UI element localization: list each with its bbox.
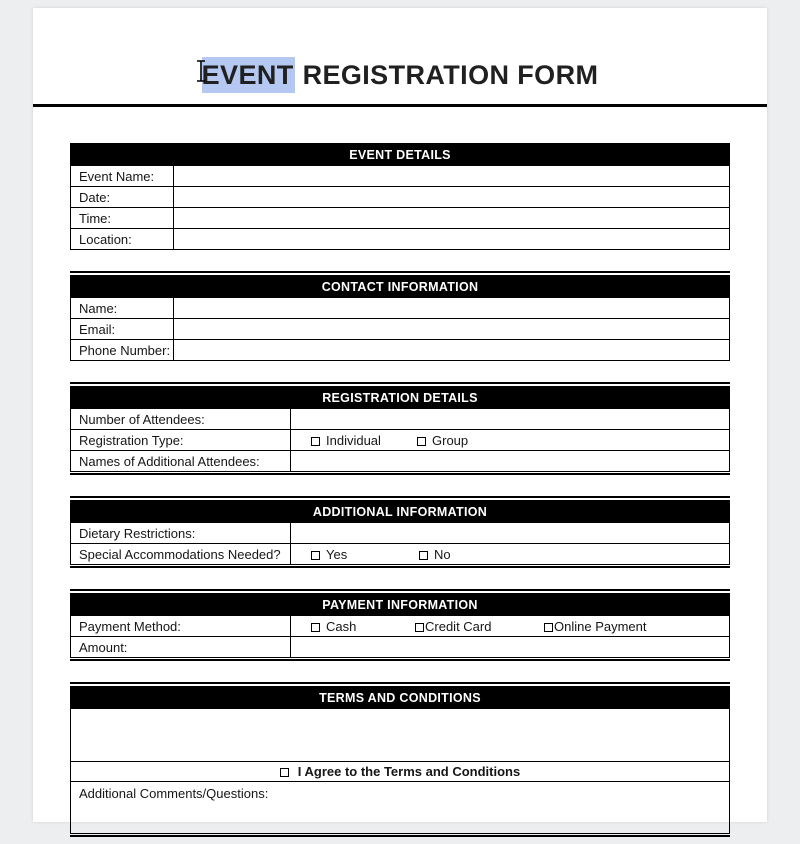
checkbox-individual[interactable]	[311, 433, 417, 448]
field-label-time: Time:	[71, 208, 174, 229]
checkbox-label: No	[434, 546, 451, 562]
field-label-registration-type: Registration Type:	[71, 430, 291, 451]
field-label-name: Name:	[71, 298, 174, 319]
section-header-terms: TERMS AND CONDITIONS	[71, 687, 730, 709]
table-row	[71, 229, 730, 250]
table-row	[71, 409, 730, 430]
table-row	[71, 709, 730, 762]
payment-information-table	[70, 593, 730, 658]
table-row	[71, 616, 730, 637]
table-row	[71, 544, 730, 565]
attendee-count-input[interactable]	[291, 409, 730, 430]
table-row	[71, 523, 730, 544]
registration-details-table	[70, 386, 730, 472]
checkbox-icon	[280, 768, 289, 777]
registration-type-options	[291, 430, 730, 451]
payment-method-options	[291, 616, 730, 637]
event-details-table	[70, 143, 730, 250]
name-input[interactable]	[174, 298, 730, 319]
field-label-additional-attendees: Names of Additional Attendees:	[71, 451, 291, 472]
checkbox-no[interactable]	[419, 547, 527, 562]
section-header-event-details: EVENT DETAILS	[71, 144, 730, 166]
table-bottom-rule	[70, 473, 730, 475]
selected-text[interactable]	[202, 57, 295, 93]
field-label-date: Date:	[71, 187, 174, 208]
contact-information-table	[70, 275, 730, 361]
agree-label: I Agree to the Terms and Conditions	[297, 764, 521, 779]
time-input[interactable]	[174, 208, 730, 229]
field-label-email: Email:	[71, 319, 174, 340]
title-area	[33, 8, 767, 107]
table-row	[71, 208, 730, 229]
agree-cell	[71, 762, 730, 782]
text-cursor-icon	[195, 59, 207, 90]
field-label-phone: Phone Number:	[71, 340, 174, 361]
checkbox-group[interactable]	[417, 433, 523, 448]
checkbox-icon	[311, 551, 320, 560]
terms-table	[70, 686, 730, 834]
checkbox-yes[interactable]	[311, 547, 419, 562]
amount-input[interactable]	[291, 637, 730, 658]
checkbox-icon	[311, 437, 320, 446]
accommodation-options	[291, 544, 730, 565]
additional-attendees-input[interactable]	[291, 451, 730, 472]
section-additional-information	[70, 496, 730, 568]
form-content	[33, 107, 767, 837]
table-bottom-rule	[70, 659, 730, 661]
section-event-details	[70, 143, 730, 250]
checkbox-credit-card[interactable]	[415, 619, 544, 634]
section-registration-details	[70, 382, 730, 475]
checkbox-online-payment[interactable]	[544, 619, 647, 634]
checkbox-cash[interactable]	[311, 619, 415, 634]
location-input[interactable]	[174, 229, 730, 250]
checkbox-label: Yes	[326, 546, 348, 562]
checkbox-label: Credit Card	[425, 618, 492, 634]
email-input[interactable]	[174, 319, 730, 340]
checkbox-label: Online Payment	[554, 618, 647, 634]
table-row	[71, 187, 730, 208]
checkbox-icon	[311, 623, 320, 632]
document-page	[33, 8, 767, 822]
checkbox-icon	[415, 623, 424, 632]
field-label-event-name: Event Name:	[71, 166, 174, 187]
page-title[interactable]	[33, 60, 767, 91]
section-terms-and-conditions	[70, 682, 730, 837]
checkbox-agree-terms[interactable]	[280, 764, 520, 779]
table-row	[71, 430, 730, 451]
table-row	[71, 319, 730, 340]
field-label-accommodations: Special Accommodations Needed?	[71, 544, 291, 565]
field-label-payment-method: Payment Method:	[71, 616, 291, 637]
selected-title-word[interactable]: EVENT	[201, 60, 294, 90]
field-label-dietary: Dietary Restrictions:	[71, 523, 291, 544]
checkbox-label: Group	[432, 432, 469, 448]
table-row	[71, 340, 730, 361]
field-label-attendee-count: Number of Attendees:	[71, 409, 291, 430]
table-row	[71, 298, 730, 319]
dietary-restrictions-input[interactable]	[291, 523, 730, 544]
checkbox-label: Individual	[326, 432, 381, 448]
section-contact-information	[70, 271, 730, 361]
table-row	[71, 637, 730, 658]
table-row	[71, 451, 730, 472]
section-header-registration: REGISTRATION DETAILS	[71, 387, 730, 409]
checkbox-label: Cash	[326, 618, 357, 634]
field-label-location: Location:	[71, 229, 174, 250]
comments-input[interactable]	[71, 782, 730, 834]
section-header-contact: CONTACT INFORMATION	[71, 276, 730, 298]
checkbox-icon	[544, 623, 553, 632]
table-row	[71, 166, 730, 187]
title-rest[interactable]: REGISTRATION FORM	[294, 60, 599, 90]
terms-text-area[interactable]	[71, 709, 730, 762]
event-name-input[interactable]	[174, 166, 730, 187]
additional-information-table	[70, 500, 730, 565]
section-payment-information	[70, 589, 730, 661]
table-row	[71, 782, 730, 834]
section-header-payment: PAYMENT INFORMATION	[71, 594, 730, 616]
table-bottom-rule	[70, 566, 730, 568]
field-label-amount: Amount:	[71, 637, 291, 658]
section-header-additional: ADDITIONAL INFORMATION	[71, 501, 730, 523]
table-row	[71, 762, 730, 782]
field-label-comments: Additional Comments/Questions:	[79, 786, 269, 801]
checkbox-icon	[417, 437, 426, 446]
date-input[interactable]	[174, 187, 730, 208]
table-bottom-rule	[70, 835, 730, 837]
phone-input[interactable]	[174, 340, 730, 361]
checkbox-icon	[419, 551, 428, 560]
